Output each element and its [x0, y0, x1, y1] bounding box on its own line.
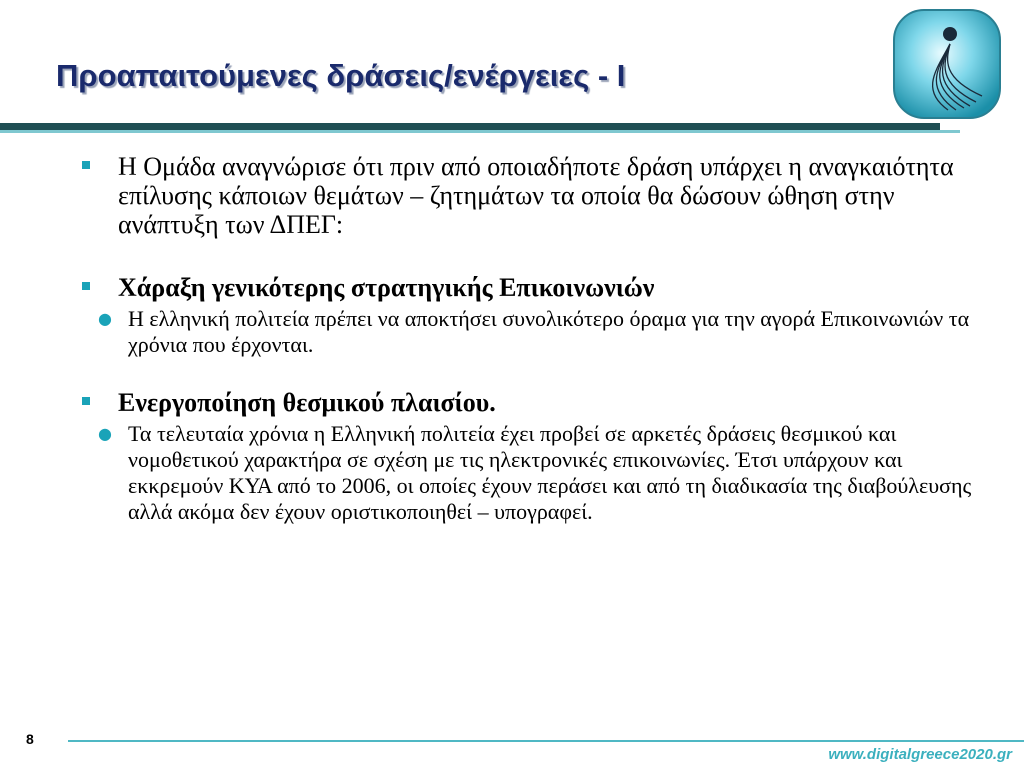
sub-bullet-legal-framework: [82, 421, 982, 525]
digital-greece-logo-icon: [886, 2, 1008, 126]
bullet-item-strategy: [82, 273, 982, 302]
bullet-heading: Χάραξη γενικότερης στρατηγικής Επικοινωνιών: [118, 273, 655, 302]
round-bullet-icon: ●: [98, 424, 112, 443]
slide-title: Προαπαιτούμενες δράσεις/ενέργειες - Ι: [56, 58, 626, 93]
square-bullet-icon: [82, 397, 90, 405]
footer-divider: [68, 740, 1024, 742]
title-divider: [0, 123, 940, 130]
slide-content: [82, 152, 982, 525]
square-bullet-icon: [82, 161, 90, 169]
bullet-heading: Ενεργοποίηση θεσμικού πλαισίου.: [118, 388, 496, 417]
sub-bullet-text: Η ελληνική πολιτεία πρέπει να αποκτήσει συνολικότερο όραμα για την αγορά Επικοινωνιών τα χρόνια που έρχονται.: [128, 306, 970, 357]
page-number: 8: [26, 731, 34, 747]
round-bullet-icon: ●: [98, 309, 112, 328]
footer-url: www.digitalgreece2020.gr: [828, 746, 1012, 763]
title-divider-accent: [0, 130, 960, 133]
sub-bullet-strategy: [82, 306, 982, 358]
bullet-item-legal-framework: [82, 388, 982, 417]
bullet-text: Η Ομάδα αναγνώρισε ότι πριν από οποιαδήποτε δράση υπάρχει η αναγκαιότητα επίλυσης κάποιων θεμάτων – ζητημάτων τα οποία θα δώσουν ώθηση στην ανάπτυξη των ΔΠΕΓ:: [118, 152, 954, 239]
bullet-item-team-recognized: [82, 152, 982, 239]
square-bullet-icon: [82, 282, 90, 290]
sub-bullet-text: Τα τελευταία χρόνια η Ελληνική πολιτεία έχει προβεί σε αρκετές δράσεις θεσμικού και νομοθετικού χαρακτήρα σε σχέση με τις ηλεκτρονικές επικοινωνίες. Έτσι υπάρχουν και εκκρεμούν ΚΥΑ από το 2006, οι οποίες έχουν περάσει και από τη διαδικασία της διαβούλευσης αλλά ακόμα δεν έχουν οριστικοποιηθεί – υπογραφεί.: [128, 421, 972, 524]
